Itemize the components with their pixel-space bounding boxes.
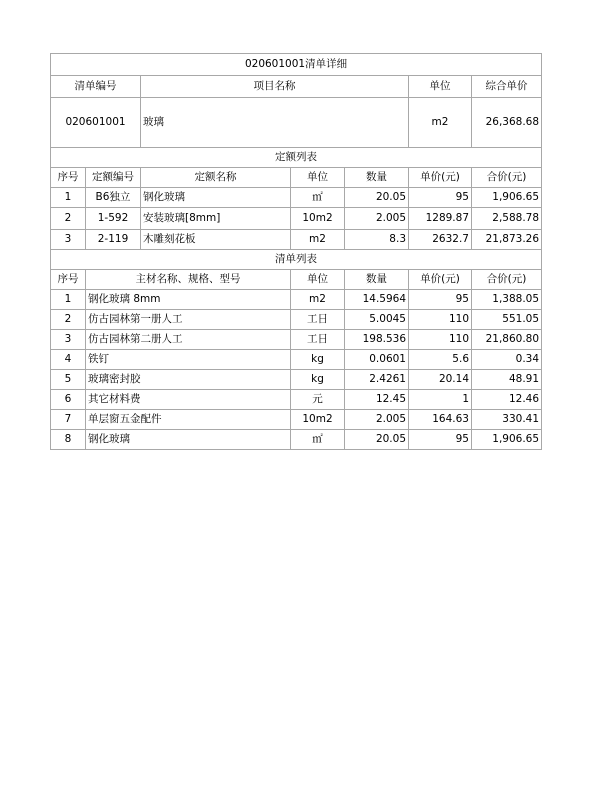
- quota-code: 1-592: [86, 208, 141, 230]
- quota-unit: 10m2: [291, 208, 345, 230]
- quota-name: 安装玻璃[8mm]: [141, 208, 291, 230]
- list-header-no: 序号: [51, 270, 86, 290]
- quota-code: 2-119: [86, 230, 141, 250]
- list-unit: 元: [291, 390, 345, 410]
- list-qty: 14.5964: [345, 290, 409, 310]
- item-price: 26,368.68: [472, 98, 542, 148]
- list-header-total: 合价(元): [472, 270, 542, 290]
- quota-qty: 2.005: [345, 208, 409, 230]
- quota-qty: 8.3: [345, 230, 409, 250]
- list-no: 3: [51, 330, 86, 350]
- quota-total: 2,588.78: [472, 208, 542, 230]
- list-qty: 0.0601: [345, 350, 409, 370]
- list-no: 2: [51, 310, 86, 330]
- list-price: 110: [409, 330, 472, 350]
- quota-header-code: 定额编号: [86, 168, 141, 188]
- quota-price: 2632.7: [409, 230, 472, 250]
- quota-row: [51, 230, 542, 250]
- list-header-unit: 单位: [291, 270, 345, 290]
- list-price: 1: [409, 390, 472, 410]
- quota-row: [51, 208, 542, 230]
- header-unit: 单位: [409, 76, 472, 98]
- quota-header-price: 单价(元): [409, 168, 472, 188]
- quota-no: 2: [51, 208, 86, 230]
- list-qty: 2.4261: [345, 370, 409, 390]
- list-unit: 工日: [291, 330, 345, 350]
- list-no: 5: [51, 370, 86, 390]
- quota-header-qty: 数量: [345, 168, 409, 188]
- quota-header-no: 序号: [51, 168, 86, 188]
- list-unit: m2: [291, 290, 345, 310]
- quota-no: 1: [51, 188, 86, 208]
- list-total: 551.05: [472, 310, 542, 330]
- quota-name: 木雕刻花板: [141, 230, 291, 250]
- item-code: 020601001: [51, 98, 141, 148]
- list-row: [51, 290, 542, 310]
- list-name: 玻璃密封胶: [86, 370, 291, 390]
- quota-header-name: 定额名称: [141, 168, 291, 188]
- list-price: 95: [409, 430, 472, 450]
- list-unit: ㎡: [291, 430, 345, 450]
- list-header-price: 单价(元): [409, 270, 472, 290]
- list-name: 铁钉: [86, 350, 291, 370]
- quota-name: 钢化玻璃: [141, 188, 291, 208]
- item-name: 玻璃: [141, 98, 409, 148]
- list-qty: 5.0045: [345, 310, 409, 330]
- list-total: 12.46: [472, 390, 542, 410]
- list-row: [51, 370, 542, 390]
- header-price: 综合单价: [472, 76, 542, 98]
- list-price: 20.14: [409, 370, 472, 390]
- list-no: 7: [51, 410, 86, 430]
- list-qty: 2.005: [345, 410, 409, 430]
- quota-row: [51, 188, 542, 208]
- list-row: [51, 330, 542, 350]
- list-no: 6: [51, 390, 86, 410]
- item-unit: m2: [409, 98, 472, 148]
- list-section-title: 清单列表: [51, 250, 542, 270]
- list-row: [51, 410, 542, 430]
- quota-header-unit: 单位: [291, 168, 345, 188]
- quota-price: 95: [409, 188, 472, 208]
- list-total: 1,906.65: [472, 430, 542, 450]
- quota-no: 3: [51, 230, 86, 250]
- list-price: 110: [409, 310, 472, 330]
- list-qty: 198.536: [345, 330, 409, 350]
- list-price: 5.6: [409, 350, 472, 370]
- list-no: 4: [51, 350, 86, 370]
- quota-code: B6独立: [86, 188, 141, 208]
- list-price: 164.63: [409, 410, 472, 430]
- list-name: 仿古园林第一册人工: [86, 310, 291, 330]
- quota-header-total: 合价(元): [472, 168, 542, 188]
- bill-detail-table: [50, 53, 542, 450]
- list-unit: kg: [291, 350, 345, 370]
- list-name: 其它材料费: [86, 390, 291, 410]
- list-no: 1: [51, 290, 86, 310]
- quota-unit: ㎡: [291, 188, 345, 208]
- list-total: 48.91: [472, 370, 542, 390]
- list-row: [51, 430, 542, 450]
- quota-qty: 20.05: [345, 188, 409, 208]
- document-title: 020601001清单详细: [51, 54, 542, 76]
- list-header-name: 主材名称、规格、型号: [86, 270, 291, 290]
- list-name: 仿古园林第二册人工: [86, 330, 291, 350]
- quota-total: 1,906.65: [472, 188, 542, 208]
- list-total: 21,860.80: [472, 330, 542, 350]
- list-row: [51, 350, 542, 370]
- list-name: 钢化玻璃 8mm: [86, 290, 291, 310]
- list-no: 8: [51, 430, 86, 450]
- quota-price: 1289.87: [409, 208, 472, 230]
- list-unit: kg: [291, 370, 345, 390]
- quota-total: 21,873.26: [472, 230, 542, 250]
- list-name: 单层窗五金配件: [86, 410, 291, 430]
- list-unit: 工日: [291, 310, 345, 330]
- list-qty: 20.05: [345, 430, 409, 450]
- list-unit: 10m2: [291, 410, 345, 430]
- list-row: [51, 310, 542, 330]
- header-name: 项目名称: [141, 76, 409, 98]
- list-row: [51, 390, 542, 410]
- list-name: 钢化玻璃: [86, 430, 291, 450]
- header-code: 清单编号: [51, 76, 141, 98]
- quota-section-title: 定额列表: [51, 148, 542, 168]
- list-total: 0.34: [472, 350, 542, 370]
- list-qty: 12.45: [345, 390, 409, 410]
- list-price: 95: [409, 290, 472, 310]
- list-total: 330.41: [472, 410, 542, 430]
- list-header-qty: 数量: [345, 270, 409, 290]
- quota-unit: m2: [291, 230, 345, 250]
- list-total: 1,388.05: [472, 290, 542, 310]
